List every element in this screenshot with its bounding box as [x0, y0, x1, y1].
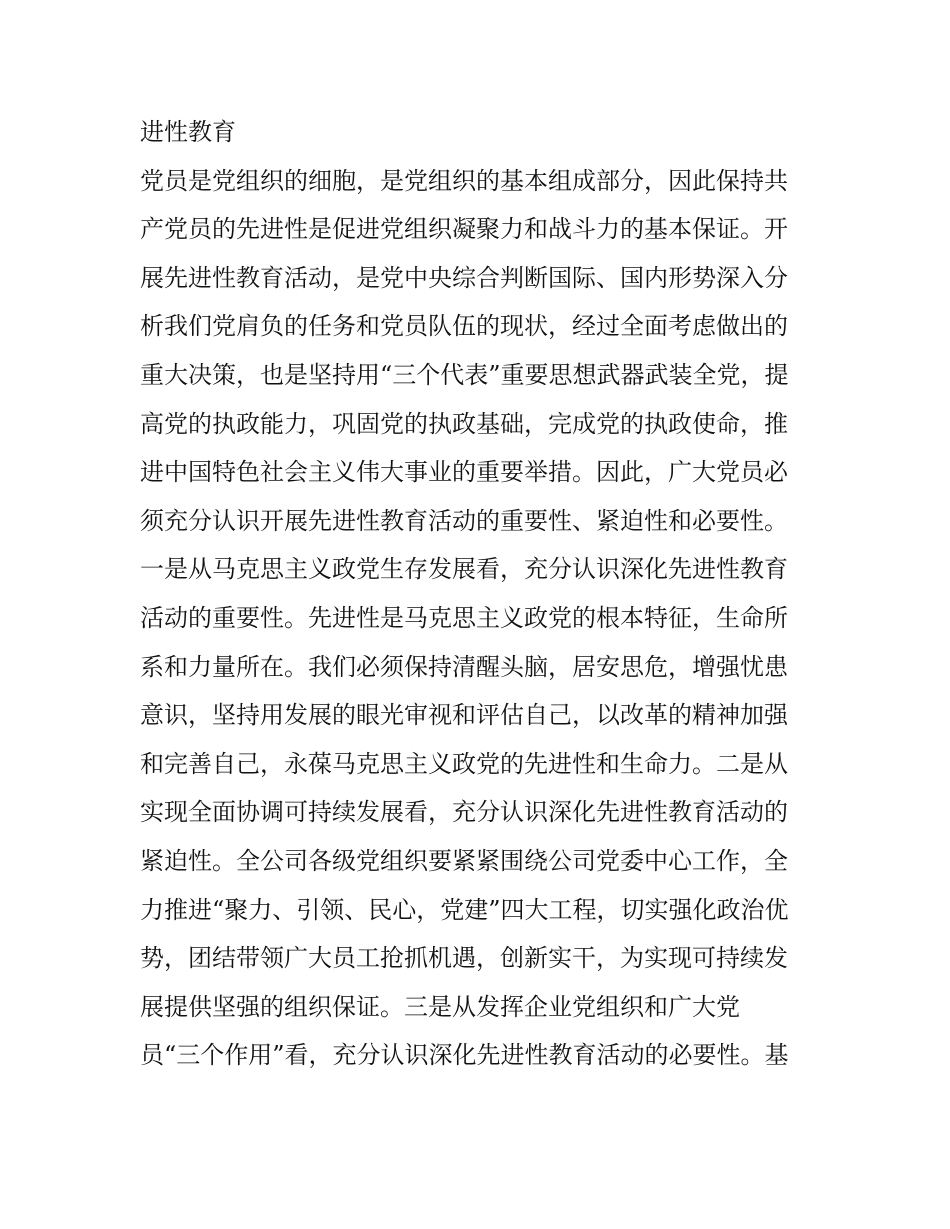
- document-body: [140, 108, 820, 1080]
- text-line: 须充分认识开展先进性教育活动的重要性、紧迫性和必要性。: [140, 506, 788, 535]
- text-line: 和完善自己，永葆马克思主义政党的先进性和生命力。二是从: [140, 749, 788, 778]
- text-line: 实现全面协调可持续发展看，充分认识深化先进性教育活动的: [140, 798, 788, 827]
- text-line: 员“三个作用”看，充分认识深化先进性教育活动的必要性。基: [140, 1041, 789, 1070]
- text-line: 高党的执政能力，巩固党的执政基础，完成党的执政使命，推: [140, 409, 788, 438]
- text-line: 进中国特色社会主义伟大事业的重要举措。因此，广大党员必: [140, 458, 788, 487]
- text-line: 展提供坚强的组织保证。三是从发挥企业党组织和广大党: [140, 992, 740, 1021]
- text-line: 势，团结带领广大员工抢抓机遇，创新实干，为实现可持续发: [140, 944, 788, 973]
- text-line: 力推进“聚力、引领、民心，党建”四大工程，切实强化政治优: [140, 895, 789, 924]
- text-line: 活动的重要性。先进性是马克思主义政党的根本特征，生命所: [140, 603, 788, 632]
- text-line: 析我们党肩负的任务和党员队伍的现状，经过全面考虑做出的: [140, 312, 788, 341]
- text-line: 进性教育: [140, 118, 236, 146]
- text-line: 一是从马克思主义政党生存发展看，充分认识深化先进性教育: [140, 555, 788, 584]
- text-line: 党员是党组织的细胞，是党组织的基本组成部分，因此保持共: [140, 166, 788, 195]
- text-line: 产党员的先进性是促进党组织凝聚力和战斗力的基本保证。开: [140, 215, 788, 244]
- text-line: 意识，坚持用发展的眼光审视和评估自己，以改革的精神加强: [140, 701, 788, 730]
- text-line: 展先进性教育活动，是党中央综合判断国际、国内形势深入分: [140, 263, 788, 292]
- text-line: 系和力量所在。我们必须保持清醒头脑，居安思危，增强忧患: [140, 652, 788, 681]
- text-line: 重大决策，也是坚持用“三个代表”重要思想武器武装全党，提: [140, 360, 789, 389]
- text-line: 紧迫性。全公司各级党组织要紧紧围绕公司党委中心工作，全: [140, 846, 788, 875]
